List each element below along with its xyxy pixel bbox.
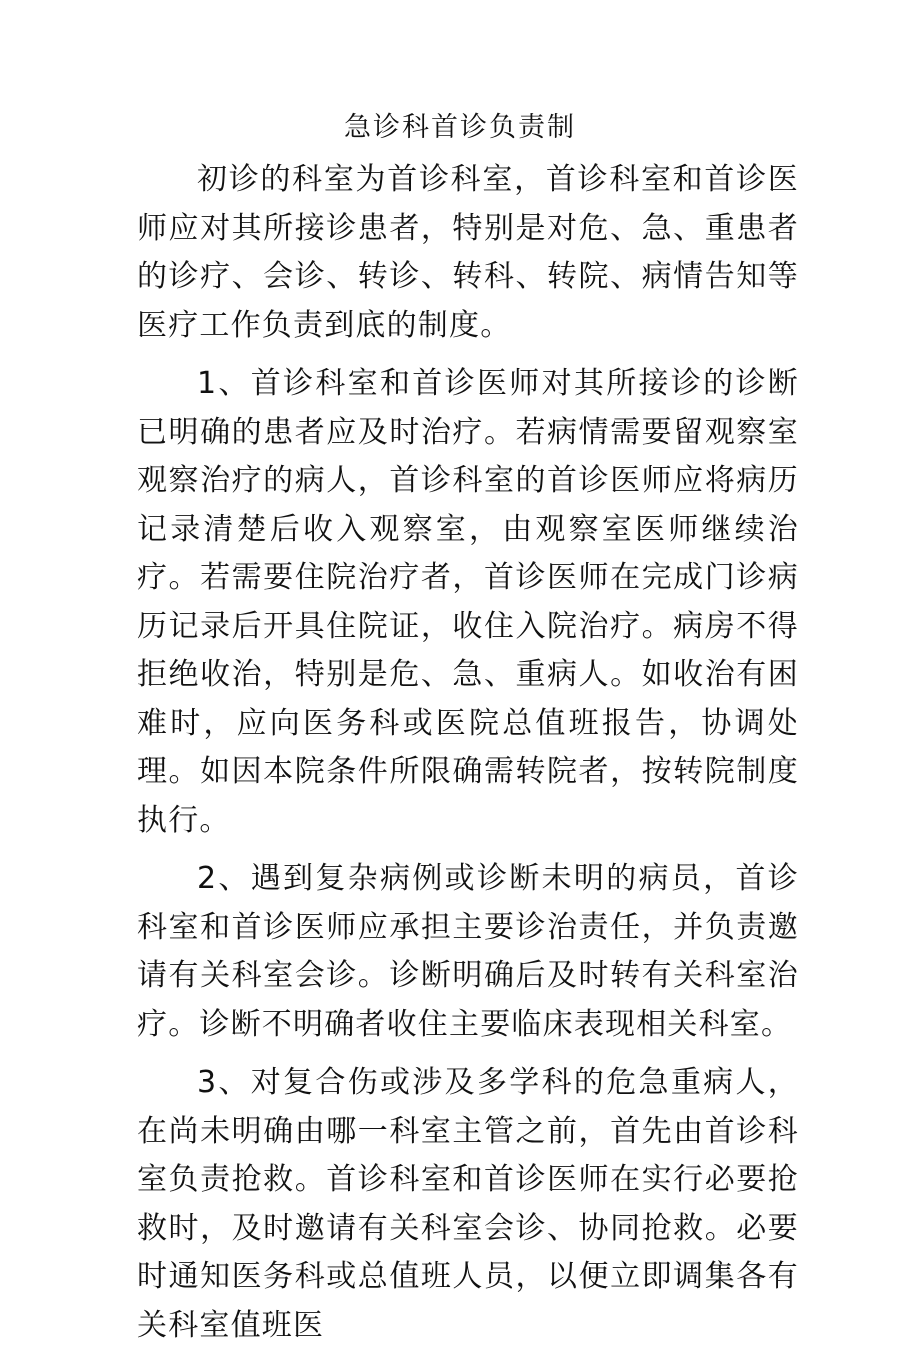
paragraph-rule-3: 3、对复合伤或涉及多学科的危急重病人，在尚未明确由哪一科室主管之前，首先由首诊科室负责抢救。首诊科室和首诊医师在实行必要抢救时，及时邀请有关科室会诊、协同抢救。必要时通知医务科或总值班人员，以便立即调集各有关科室值班医 xyxy=(137,1065,799,1343)
document-body xyxy=(137,156,799,1350)
paragraph-rule-1: 1、首诊科室和首诊医师对其所接诊的诊断已明确的患者应及时治疗。若病情需要留观察室观察治疗的病人，首诊科室的首诊医师应将病历记录清楚后收入观察室，由观察室医师继续治疗。若需要住院治疗者，首诊医师在完成门诊病历记录后开具住院证，收住入院治疗。病房不得拒绝收治，特别是危、急、重病人。如收治有困难时，应向医务科或医院总值班报告，协调处理。如因本院条件所限确需转院者，按转院制度执行。 xyxy=(137,366,799,838)
paragraph-rule-2: 2、遇到复杂病例或诊断未明的病员，首诊科室和首诊医师应承担主要诊治责任，并负责邀请有关科室会诊。诊断明确后及时转有关科室治疗。诊断不明确者收住主要临床表现相关科室。 xyxy=(137,861,799,1042)
paragraph-intro: 初诊的科室为首诊科室，首诊科室和首诊医师应对其所接诊患者，特别是对危、急、重患者的诊疗、会诊、转诊、转科、转院、病情告知等医疗工作负责到底的制度。 xyxy=(137,162,799,343)
document-title: 急诊科首诊负责制 xyxy=(344,112,576,143)
